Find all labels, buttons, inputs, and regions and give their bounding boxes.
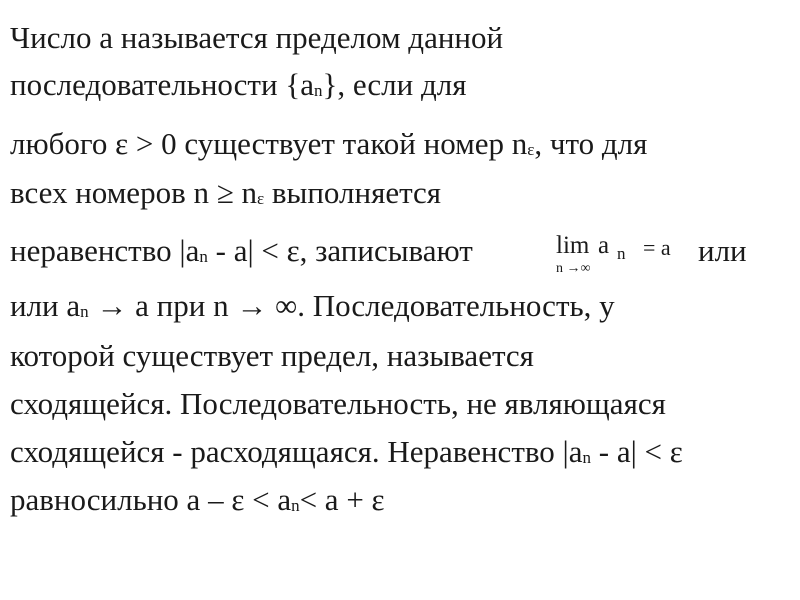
subscript: ε xyxy=(527,140,535,159)
text: , что для xyxy=(534,126,648,161)
text: → а при n → ∞. Последовательность, у xyxy=(88,288,615,323)
text-line-5-end xyxy=(698,233,747,269)
text-line-2 xyxy=(10,67,466,109)
subscript: ε xyxy=(256,189,265,208)
text: или xyxy=(698,233,747,268)
text: неравенство |a xyxy=(10,233,200,268)
text: }, если для xyxy=(322,67,467,102)
text-line-6 xyxy=(10,288,615,330)
limit-formula xyxy=(556,232,696,282)
lim-equals: = a xyxy=(643,235,671,260)
text-line-5 xyxy=(10,233,473,275)
subscript: n xyxy=(80,302,89,321)
text-line-7 xyxy=(10,338,534,374)
text: < а + ε xyxy=(299,482,385,517)
text: сходящейся - расходящаяся. Неравенство |a xyxy=(10,434,583,469)
lim-variable: a xyxy=(598,232,610,259)
text-line-1 xyxy=(10,20,503,56)
text: всех номеров n ≥ n xyxy=(10,175,257,210)
text: сходящейся. Последовательность, не являющаяся xyxy=(10,386,666,421)
text: - a| < ε xyxy=(591,434,683,469)
text: или a xyxy=(10,288,81,323)
text: Число а называется пределом данной xyxy=(10,20,504,55)
lim-subscript: n →∞ xyxy=(556,261,591,276)
lim-variable-subscript: n xyxy=(617,244,626,263)
text-line-4 xyxy=(10,175,441,217)
text: выполняется xyxy=(264,175,442,210)
subscript: n xyxy=(582,448,592,467)
text: равносильно а – ε < a xyxy=(10,482,292,517)
text: любого ε > 0 существует такой номер n xyxy=(10,126,528,161)
text-line-3 xyxy=(10,126,647,168)
text: - a| < ε, записывают xyxy=(207,233,473,268)
text-line-8 xyxy=(10,386,666,422)
text: которой существует предел, называется xyxy=(10,338,534,373)
subscript: n xyxy=(291,496,300,515)
text-line-9 xyxy=(10,434,683,476)
subscript: n xyxy=(313,81,323,100)
text: последовательности {a xyxy=(10,67,314,102)
subscript: n xyxy=(199,247,208,266)
text-line-10 xyxy=(10,482,385,524)
lim-symbol: lim xyxy=(556,232,590,259)
